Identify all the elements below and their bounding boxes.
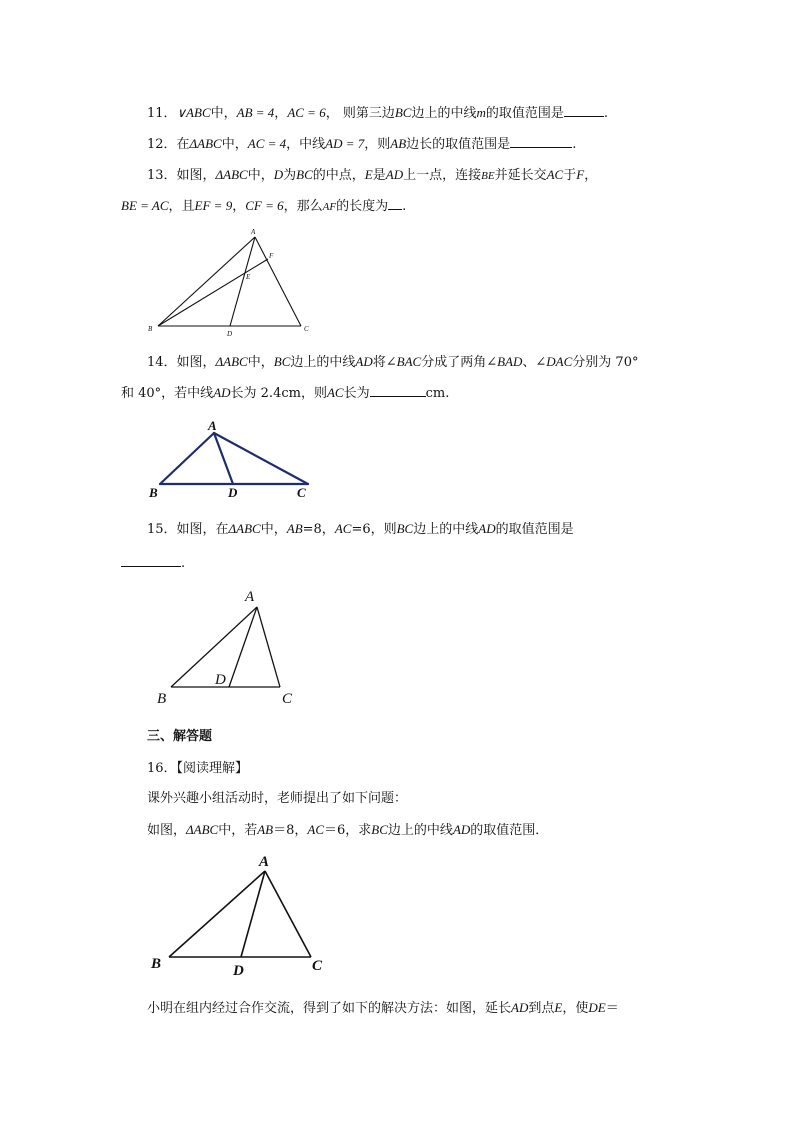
q13-answer-blank <box>388 197 402 210</box>
q12-text: ，则 <box>364 137 391 152</box>
q15-text: 边上的中线 <box>413 522 479 537</box>
q13-be-eq-ac: BE = AC <box>121 198 169 213</box>
section-heading <box>147 728 212 746</box>
q13-ef: EF = 9 <box>194 198 233 213</box>
q16-label-a: A <box>259 854 270 870</box>
q15-segment-ba <box>171 607 257 687</box>
q12-text: 边长的取值范围是 <box>406 137 511 152</box>
q16-ad: AD <box>452 822 471 837</box>
q16-label-c: C <box>312 958 323 974</box>
q13-label-c: C <box>304 325 309 333</box>
q12-text: ，中线 <box>286 137 326 152</box>
section-title: 三、解答题 <box>147 729 213 744</box>
question-13-line-1 <box>147 166 597 185</box>
question-16-paragraph-1 <box>147 790 407 808</box>
q13-f: F <box>576 167 585 182</box>
q13-segment-bf <box>158 259 268 326</box>
q11-triangle: ∨ABC <box>176 105 211 120</box>
q13-text: ， <box>584 168 598 183</box>
q13-triangle: ΔABC <box>215 167 248 182</box>
q13-label-b: B <box>148 325 153 333</box>
q14-text: 边上的中线 <box>290 355 356 370</box>
q16-text: ＝6，求 <box>324 823 372 838</box>
q13-text: 的长度为 <box>336 199 389 214</box>
q11-text: 边上的中线 <box>411 106 477 121</box>
q13-segment-ac <box>255 237 301 326</box>
question-14-line-1 <box>147 353 638 372</box>
q13-bc: BC <box>296 167 313 182</box>
q15-ac: AC <box>334 521 352 536</box>
q13-d: D <box>273 167 284 182</box>
q13-text: 上一点，连接 <box>403 168 482 183</box>
question-13-line-2 <box>121 197 406 216</box>
q16-text: 小明在组内经过合作交流，得到了如下的解决方法：如图，延长 <box>147 1001 512 1016</box>
q15-label-d: D <box>215 672 226 688</box>
q11-end: . <box>603 106 609 121</box>
q16-text: ＝ <box>605 1001 619 1016</box>
question-16-heading <box>147 760 248 778</box>
q11-ab: AB = 4 <box>236 105 275 120</box>
q11-m: m <box>476 105 486 120</box>
q16-label-d: D <box>233 963 244 979</box>
q15-label-a: A <box>245 589 255 605</box>
q15-number: 15．如图，在 <box>147 522 229 537</box>
q14-text: 分成了两角∠ <box>421 355 498 370</box>
q13-cf: CF = 6 <box>245 198 284 213</box>
q15-segment-ac <box>257 607 280 687</box>
q15-triangle: ΔABC <box>228 521 261 536</box>
question-12 <box>147 135 576 154</box>
q14-text: 将∠ <box>372 355 397 370</box>
q14-text: 、∠ <box>522 355 547 370</box>
q14-unit: cm. <box>425 386 450 401</box>
q14-text: 中， <box>247 355 274 370</box>
question-11 <box>147 104 608 123</box>
q16-text: 如图， <box>147 823 187 838</box>
q14-segment-ad <box>214 433 233 484</box>
q11-number: 11． <box>147 106 177 121</box>
q13-text: 是 <box>372 168 386 183</box>
q14-answer-blank <box>370 384 426 397</box>
q14-text: 长为 2.4cm，则 <box>230 386 327 401</box>
q12-ab: AB <box>390 136 407 151</box>
q13-be: BE <box>481 170 495 182</box>
q12-end: . <box>572 137 577 152</box>
q14-bc: BC <box>273 354 291 369</box>
q16-label-b: B <box>151 956 162 972</box>
question-15-line-1 <box>147 520 574 539</box>
q14-label-b: B <box>149 485 158 500</box>
q16-segment-ba <box>169 871 265 957</box>
q13-end: . <box>402 199 407 214</box>
q14-label-d: D <box>228 485 238 500</box>
q13-label-d: D <box>227 330 233 338</box>
q13-ac: AC <box>546 167 564 182</box>
q15-text: 的取值范围是 <box>495 522 574 537</box>
q16-text: ，使 <box>562 1001 589 1016</box>
q16-triangle: ΔABC <box>186 822 219 837</box>
q14-text: 长为 <box>343 386 370 401</box>
q13-e: E <box>364 167 373 182</box>
q13-text: 并延长交 <box>494 168 547 183</box>
q15-segment-ad <box>229 607 257 687</box>
q13-ad: AD <box>385 167 404 182</box>
q14-label-c: C <box>297 485 306 500</box>
q13-text: ，那么 <box>283 199 323 214</box>
q13-text: ， <box>232 199 246 214</box>
q14-bac: BAC <box>396 354 422 369</box>
q14-segment-ac <box>214 433 308 484</box>
q12-number: 12．在 <box>147 137 190 152</box>
q14-triangle: ΔABC <box>215 354 248 369</box>
question-16-paragraph-3 <box>147 999 619 1018</box>
q15-text: =6，则 <box>351 522 397 537</box>
q11-answer-blank <box>564 104 604 117</box>
q13-label-a: A <box>251 228 256 236</box>
q16-ac: AC <box>307 822 325 837</box>
q11-ac: AC = 6 <box>287 105 326 120</box>
q16-text: 课外兴趣小组活动时，老师提出了如下问题： <box>147 791 408 806</box>
q13-segment-ad <box>230 237 255 326</box>
q15-answer-blank <box>121 554 181 567</box>
q15-text: 中， <box>260 522 287 537</box>
q16-de: DE <box>588 1000 606 1015</box>
q16-segment-ac <box>265 871 311 957</box>
q12-text: 中， <box>221 137 248 152</box>
q14-bad: BAD <box>497 354 523 369</box>
q16-segment-ad <box>241 871 265 957</box>
question-15-line-2 <box>121 554 185 573</box>
q14-number: 14．如图， <box>147 355 216 370</box>
q11-text: ， 则第三边 <box>325 106 395 121</box>
q12-triangle: ΔABC <box>189 136 222 151</box>
q13-label-e: E <box>246 273 251 281</box>
q11-text: 中， <box>210 106 237 121</box>
q14-segment-ba <box>160 433 214 484</box>
q11-bc: BC <box>394 105 412 120</box>
q13-text: 为 <box>283 168 297 183</box>
q14-text: 和 40°，若中线 <box>121 386 214 401</box>
q13-text: 于 <box>563 168 577 183</box>
q12-answer-blank <box>510 135 572 148</box>
q16-ad: AD <box>511 1000 529 1015</box>
q15-text: =8， <box>302 522 335 537</box>
q11-text: 的取值范围是 <box>485 106 564 121</box>
q15-bc: BC <box>396 521 414 536</box>
q16-ab: AB <box>257 822 274 837</box>
q15-ab: AB <box>286 521 303 536</box>
q13-text: 的中点， <box>312 168 365 183</box>
q13-segment-ba <box>158 237 255 326</box>
q15-end: . <box>181 556 186 571</box>
q14-ad: AD <box>355 354 373 369</box>
q16-text: 的取值范围． <box>470 823 549 838</box>
q13-text: 中， <box>247 168 274 183</box>
q16-text: ＝8， <box>273 823 308 838</box>
q16-bc: BC <box>371 822 388 837</box>
q15-ad: AD <box>478 521 496 536</box>
q16-text: 边上的中线 <box>387 823 453 838</box>
q14-text: 分别为 70° <box>572 355 639 370</box>
q14-label-a: A <box>208 418 217 433</box>
q14-ac: AC <box>326 385 344 400</box>
q15-label-c: C <box>282 691 293 707</box>
q12-ac: AC = 4 <box>247 136 287 151</box>
q16-text: 中，若 <box>218 823 258 838</box>
q13-number: 13．如图， <box>147 168 216 183</box>
question-14-line-2 <box>121 384 449 403</box>
q16-number: 16．【阅读理解】 <box>147 761 249 776</box>
q16-text: 到点 <box>528 1001 555 1016</box>
q16-e: E <box>554 1000 563 1015</box>
q13-label-f: F <box>269 252 274 260</box>
q13-text: ，且 <box>168 199 195 214</box>
q13-af: AF <box>322 201 337 213</box>
q11-text: ， <box>274 106 288 121</box>
q15-label-b: B <box>157 691 167 707</box>
q14-ad: AD <box>213 385 231 400</box>
q12-ad: AD = 7 <box>325 136 365 151</box>
question-16-paragraph-2 <box>147 821 548 840</box>
q14-dac: DAC <box>546 354 573 369</box>
